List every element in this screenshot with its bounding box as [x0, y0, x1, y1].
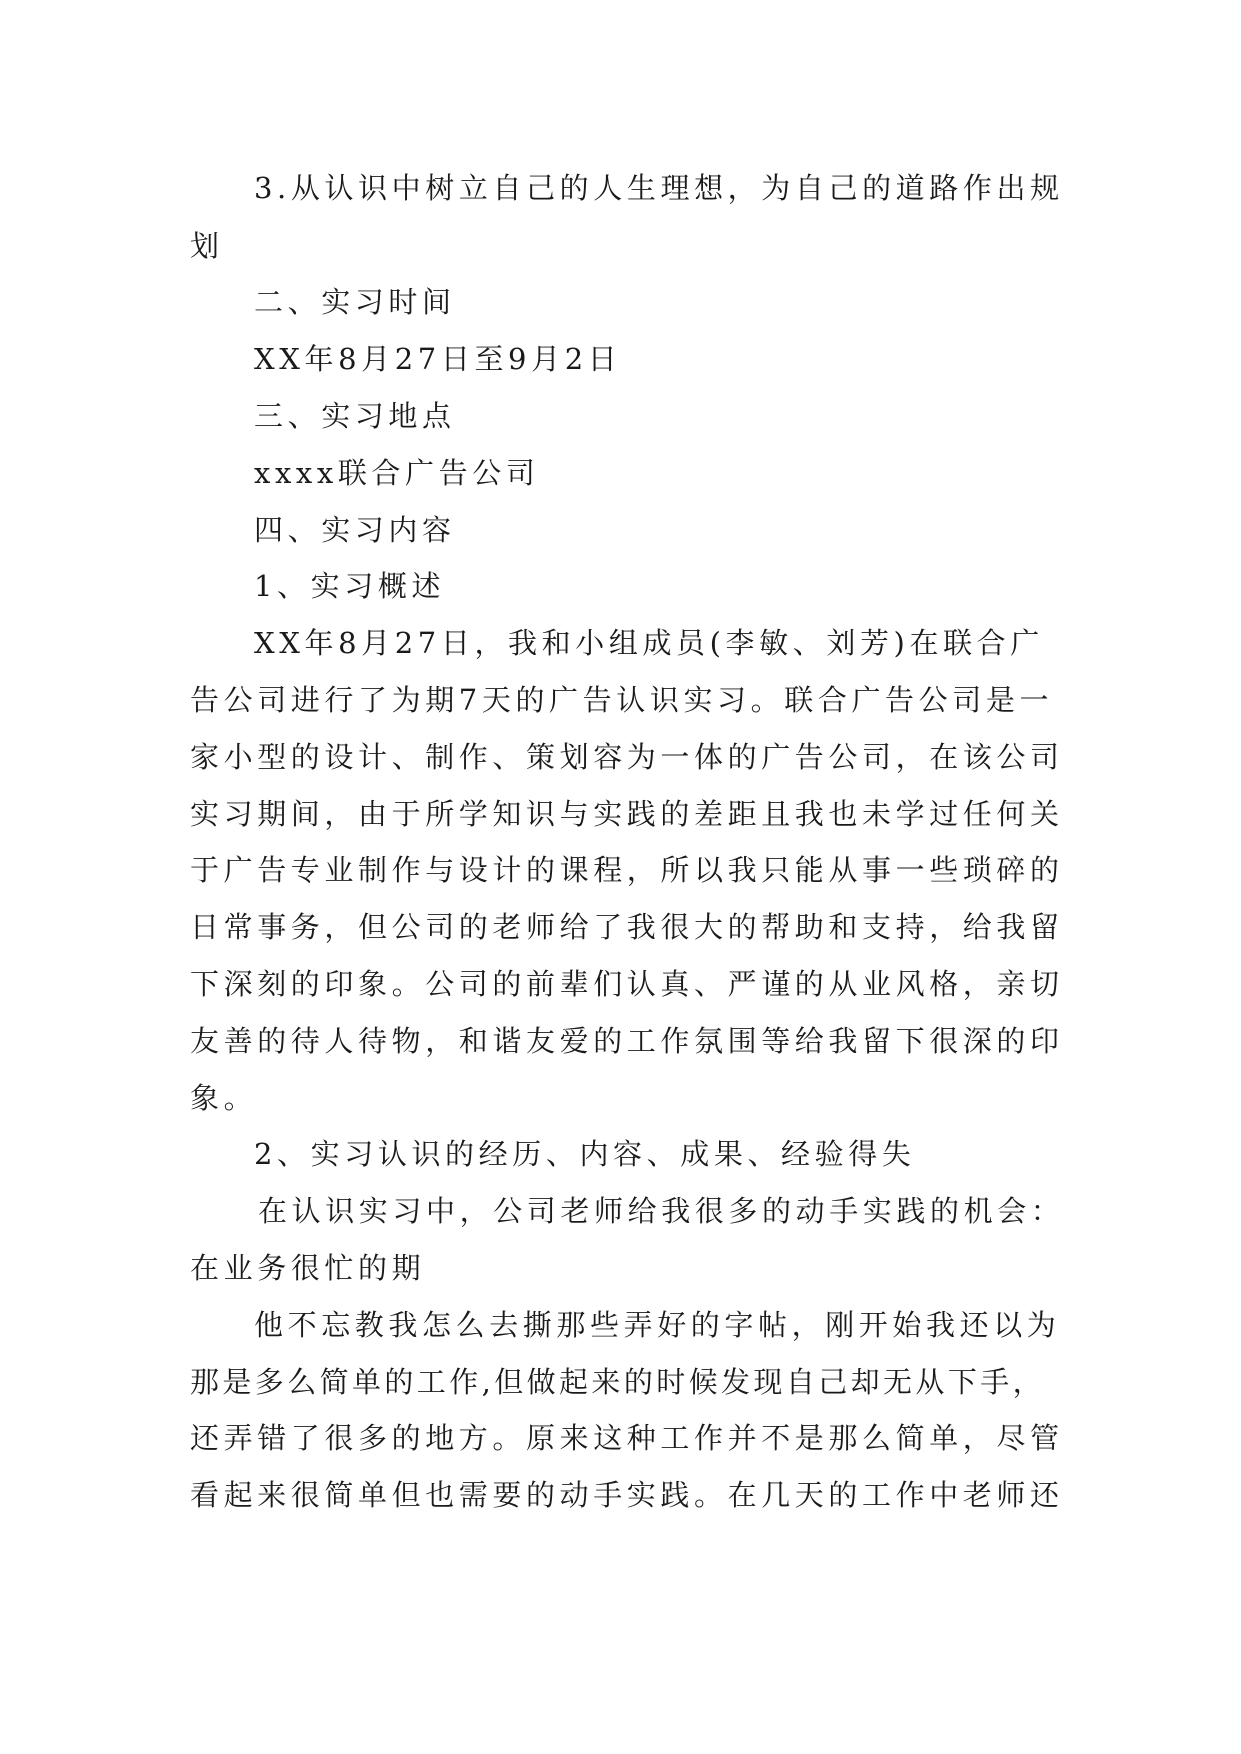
overview-paragraph-line: 下深刻的印象。公司的前辈们认真、严谨的从业风格，亲切 [190, 967, 1064, 1001]
overview-paragraph-line: XX年8月27日，我和小组成员(李敏、刘芳)在联合广 [254, 626, 1044, 660]
overview-paragraph-line: 日常事务，但公司的老师给了我很大的帮助和支持，给我留 [190, 910, 1064, 944]
internship-dates: XX年8月27日至9月2日 [254, 342, 622, 376]
paragraph-goal-3-line-2: 划 [190, 229, 224, 263]
experience-paragraph-line: 还弄错了很多的地方。原来这种工作并不是那么简单，尽管 [190, 1421, 1064, 1455]
experience-paragraph-line: 在业务很忙的期 [190, 1251, 426, 1285]
overview-paragraph-line: 友善的待人待物，和谐友爱的工作氛围等给我留下很深的印 [190, 1024, 1064, 1058]
paragraph-goal-3-line-1: 3.从认识中树立自己的人生理想，为自己的道路作出规 [254, 171, 1064, 205]
experience-paragraph-line: 看起来很简单但也需要的动手实践。在几天的工作中老师还 [190, 1478, 1064, 1512]
overview-paragraph-line: 实习期间，由于所学知识与实践的差距且我也未学过任何关 [190, 797, 1064, 831]
internship-location: xxxx联合广告公司 [254, 456, 540, 490]
overview-paragraph-line: 告公司进行了为期7天的广告认识实习。联合广告公司是一 [190, 683, 1054, 717]
section-heading-content: 四、实习内容 [254, 513, 456, 547]
subheading-overview: 1、实习概述 [254, 569, 446, 603]
subheading-experience: 2、实习认识的经历、内容、成果、经验得失 [254, 1137, 916, 1171]
section-heading-time: 二、实习时间 [254, 285, 456, 319]
overview-paragraph-line: 象。 [190, 1081, 258, 1115]
overview-paragraph-line: 于广告专业制作与设计的课程，所以我只能从事一些琐碎的 [190, 853, 1064, 887]
experience-paragraph-line: 那是多么简单的工作,但做起来的时候发现自己却无从下手， [190, 1365, 1046, 1399]
experience-paragraph-line: 在认识实习中，公司老师给我很多的动手实践的机会： [258, 1194, 1065, 1228]
section-heading-location: 三、实习地点 [254, 399, 456, 433]
experience-paragraph-line: 他不忘教我怎么去撕那些弄好的字帖，刚开始我还以为 [254, 1308, 1061, 1342]
overview-paragraph-line: 家小型的设计、制作、策划容为一体的广告公司，在该公司 [190, 740, 1064, 774]
